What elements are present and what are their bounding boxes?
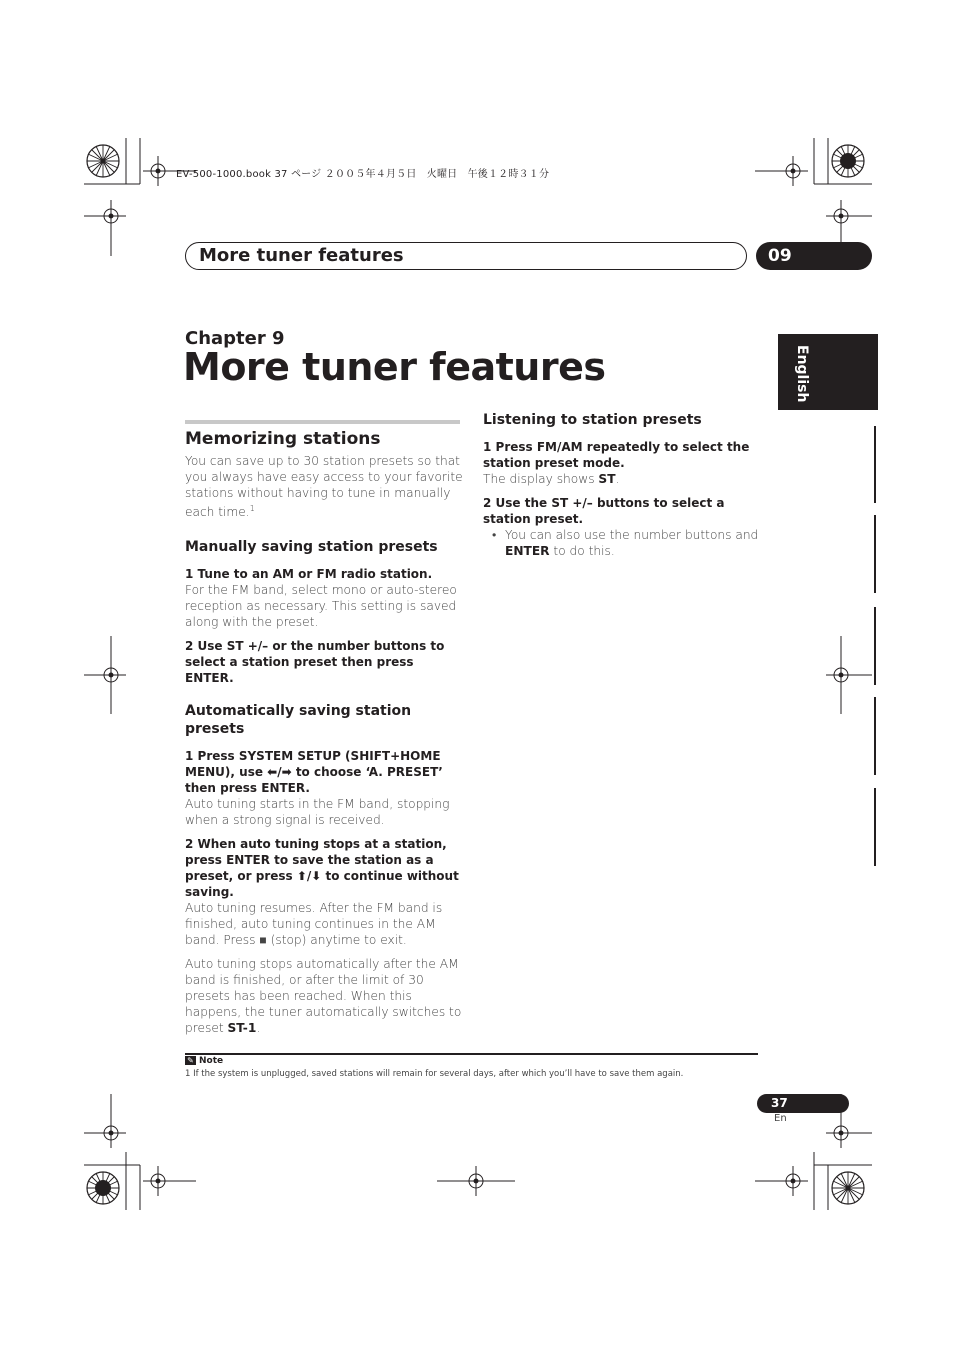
auto-limit-text: Auto tuning stops automatically after the AM band is finished, or after the limit of 30 presets has been reached. When this happens, the tuner automatically switches to preset ST-1. xyxy=(185,957,462,1036)
section-rule xyxy=(185,420,460,424)
page-title: More tuner features xyxy=(183,345,606,389)
section-heading-memorizing: Memorizing stations xyxy=(185,429,381,449)
footnote-text: 1 If the system is unplugged, saved stations will remain for several days, after which you’ll have to save them again. xyxy=(185,1069,684,1079)
language-tab-label: English xyxy=(794,345,810,403)
subheading-manual: Manually saving station presets xyxy=(185,539,438,556)
listen-step-1: 1 Press FM/AM repeatedly to select the station preset mode. xyxy=(483,440,750,470)
edge-bar xyxy=(874,426,876,503)
note-icon: ✎ xyxy=(185,1056,196,1065)
page-number-badge: 37 xyxy=(757,1094,849,1113)
manual-step-2: 2 Use ST +/– or the number buttons to select a station preset then press ENTER. xyxy=(185,639,445,686)
auto-step-1-text: Auto tuning starts in the FM band, stopping when a strong signal is received. xyxy=(185,797,450,828)
memorizing-text: You can save up to 30 station presets so that you always have easy access to your favorite stations without having to tune in manually each time.$^1$ xyxy=(185,454,463,520)
edge-bar xyxy=(874,697,876,775)
chapter-label: Chapter 9 xyxy=(185,328,285,349)
left-column xyxy=(185,420,463,1044)
listen-bullet: • You can also use the number buttons and ENTER to do this. xyxy=(483,527,761,559)
footnote-ref: 1 xyxy=(249,504,255,513)
right-column xyxy=(483,411,761,567)
chapter-number-badge: 09 xyxy=(756,242,872,270)
subheading-automatic: Automatically saving station presets xyxy=(185,703,412,738)
note-rule xyxy=(185,1053,758,1055)
auto-step-2: 2 When auto tuning stops at a station, press ENTER to save the station as a preset, or press ⬆/⬇ to continue without saving. xyxy=(185,837,459,900)
edge-bar xyxy=(874,515,876,593)
listen-step-1-text: The display shows ST. xyxy=(483,472,620,486)
edge-bar xyxy=(874,788,876,866)
listen-step-2: 2 Use the ST +/– buttons to select a station preset. xyxy=(483,496,725,526)
note-heading: ✎ Note xyxy=(185,1056,223,1066)
manual-step-1-text: For the FM band, select mono or auto-stereo reception as necessary. This setting is saved along with the preset. xyxy=(185,583,457,630)
subheading-listening: Listening to station presets xyxy=(483,412,702,428)
print-slug: EV-500-1000.book 37 ページ ２００５年４月５日 火曜日 午後１２時３１分 xyxy=(176,169,550,180)
running-header-title: More tuner features xyxy=(199,245,404,266)
auto-step-2-text: Auto tuning resumes. After the FM band is finished, auto tuning continues in the AM band. Press ■ (stop) anytime to exit. xyxy=(185,901,443,948)
page-language-code: En xyxy=(774,1113,787,1124)
edge-bar xyxy=(874,607,876,685)
manual-step-1: 1 Tune to an AM or FM radio station. xyxy=(185,567,433,582)
auto-step-1: 1 Press SYSTEM SETUP (SHIFT+HOME MENU), use ⬅/➡ to choose ‘A. PRESET’ then press ENTER. xyxy=(185,749,443,796)
